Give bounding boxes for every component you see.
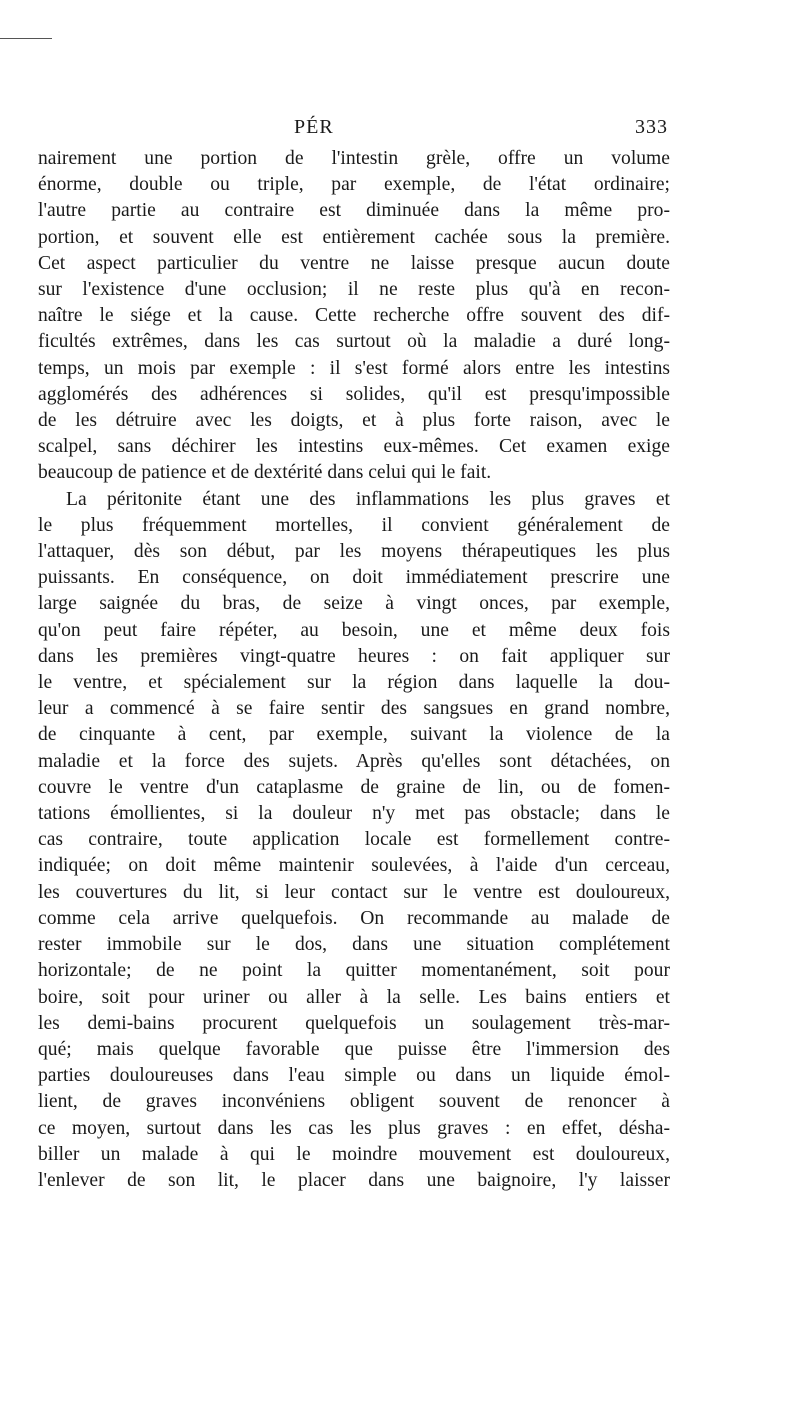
text-line: agglomérés des adhérences si solides, qu'il est presqu'impossible <box>38 383 670 405</box>
text-line: couvre le ventre d'un cataplasme de graine de lin, ou de fomen- <box>38 776 670 798</box>
text-line: La péritonite étant une des inflammations les plus graves et <box>66 488 670 510</box>
text-line: tations émollientes, si la douleur n'y met pas obstacle; dans le <box>38 803 670 825</box>
text-line: qu'on peut faire répéter, au besoin, une et même deux fois <box>38 619 670 641</box>
text-line: leur a commencé à se faire sentir des sangsues en grand nombre, <box>38 698 670 720</box>
text-line: indiquée; on doit même maintenir soulevées, à l'aide d'un cerceau, <box>38 855 670 877</box>
text-line: nairement une portion de l'intestin grèle, offre un volume <box>38 148 670 169</box>
text-line: lient, de graves inconvéniens obligent souvent de renoncer à <box>38 1091 670 1113</box>
running-head: PÉR <box>294 116 334 138</box>
text-line: maladie et la force des sujets. Après qu'elles sont détachées, on <box>38 750 670 772</box>
text-line: puissants. En conséquence, on doit immédiatement prescrire une <box>38 567 670 589</box>
text-line: qué; mais quelque favorable que puisse être l'immersion des <box>38 1038 670 1060</box>
text-line: de les détruire avec les doigts, et à plus forte raison, avec le <box>38 410 670 432</box>
text-line: ficultés extrêmes, dans les cas surtout où la maladie a duré long- <box>38 331 670 353</box>
paragraph-2 <box>38 487 670 1194</box>
text-line: dans les premières vingt-quatre heures : on fait appliquer sur <box>38 645 670 667</box>
page-header <box>38 112 670 146</box>
text-line: énorme, double ou triple, par exemple, de l'état ordinaire; <box>38 174 670 196</box>
text-line: l'autre partie au contraire est diminuée dans la même pro- <box>38 200 670 222</box>
page-number: 333 <box>635 116 668 138</box>
text-line: horizontale; de ne point la quitter momentanément, soit pour <box>38 960 670 982</box>
scan-edge-mark <box>0 38 52 39</box>
paragraph-1 <box>38 146 670 487</box>
text-line: Cet aspect particulier du ventre ne laisse presque aucun doute <box>38 252 670 274</box>
text-line: de cinquante à cent, par exemple, suivant la violence de la <box>38 724 670 746</box>
book-page <box>38 112 670 1194</box>
text-line: rester immobile sur le dos, dans une situation complétement <box>38 934 670 956</box>
text-line: naître le siége et la cause. Cette recherche offre souvent des dif- <box>38 305 670 327</box>
text-line: les couvertures du lit, si leur contact sur le ventre est douloureux, <box>38 881 670 903</box>
text-line: comme cela arrive quelquefois. On recommande au malade de <box>38 907 670 929</box>
text-line: le ventre, et spécialement sur la région dans laquelle la dou- <box>38 672 670 694</box>
text-line: boire, soit pour uriner ou aller à la selle. Les bains entiers et <box>38 986 670 1008</box>
text-line: temps, un mois par exemple : il s'est formé alors entre les intestins <box>38 357 670 379</box>
text-line: portion, et souvent elle est entièrement cachée sous la première. <box>38 226 670 248</box>
text-line: sur l'existence d'une occlusion; il ne reste plus qu'à en recon- <box>38 279 670 301</box>
text-line: large saignée du bras, de seize à vingt onces, par exemple, <box>38 593 670 615</box>
text-line: les demi-bains procurent quelquefois un soulagement très-mar- <box>38 1012 670 1034</box>
text-line: l'attaquer, dès son début, par les moyens thérapeutiques les plus <box>38 541 670 563</box>
text-line: parties douloureuses dans l'eau simple ou dans un liquide émol- <box>38 1065 670 1087</box>
text-line: scalpel, sans déchirer les intestins eux-mêmes. Cet examen exige <box>38 436 670 458</box>
text-line: ce moyen, surtout dans les cas les plus graves : en effet, désha- <box>38 1117 670 1139</box>
body-text <box>38 146 670 1194</box>
text-line: l'enlever de son lit, le placer dans une baignoire, l'y laisser <box>38 1169 670 1191</box>
text-line: le plus fréquemment mortelles, il convient généralement de <box>38 514 670 536</box>
text-line: biller un malade à qui le moindre mouvement est douloureux, <box>38 1143 670 1165</box>
text-line: beaucoup de patience et de dextérité dans celui qui le fait. <box>38 462 492 484</box>
text-line: cas contraire, toute application locale est formellement contre- <box>38 829 670 851</box>
